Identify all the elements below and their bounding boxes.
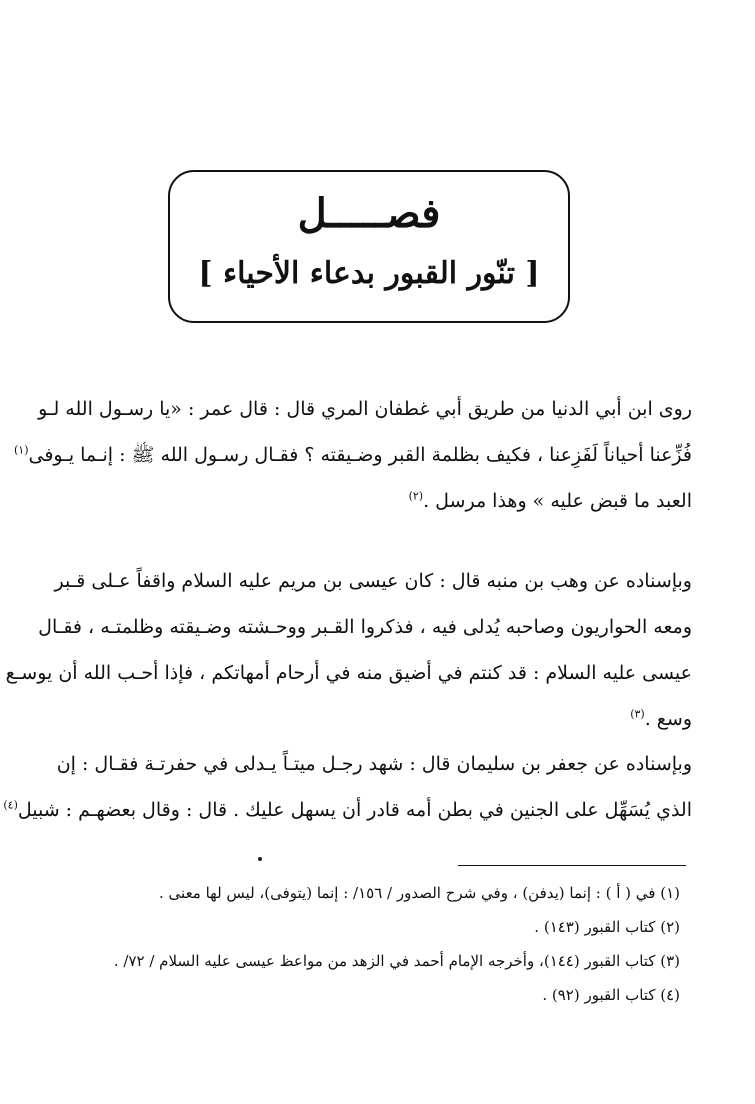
paragraph-1	[14, 388, 692, 526]
chapter-heading: فصـــــل	[297, 190, 441, 237]
footnote-ref-2: (٢)	[408, 489, 424, 503]
footnote-ref-1: (١)	[14, 443, 29, 457]
paragraph-3	[3, 743, 692, 835]
paragraph-2-line-2: ومعه الحواريون وصاحبه يُدلى فيه ، فذكروا القـبر ووحـشته وضـيقته وظلمتـه ، فقـال	[38, 616, 692, 638]
chapter-subheading: [ تنّور القبور بدعاء الأحياء ]	[198, 256, 540, 291]
footnote-divider	[458, 865, 686, 866]
paragraph-2-line-4: وسع .$^{(٣)}$	[630, 707, 692, 730]
paragraph-3-line-2: الذي يُسَهِّل على الجنين في بطن أمه قادر أن يسهل عليك . قال : وقال بعضهـم : شبيل$^{(٤)}$	[3, 798, 692, 821]
footnote-3: (٣) كتاب القبور (١٤٤)، وأخرجه الإمام أحمد في الزهد من مواعظ عيسى عليه السلام / ٧٢/ .	[113, 952, 680, 970]
stray-dot	[258, 857, 262, 861]
paragraph-2-line-3: عيسى عليه السلام : قد كنتم في أضيق منه في أرحام أمهاتكم ، فإذا أحـب الله أن يوسـع	[5, 662, 692, 684]
footnotes	[72, 883, 680, 1019]
paragraph-3-line-1: وبإسناده عن جعفر بن سليمان قال : شهد رجـل ميتـاً يـدلى في حفرتـة فقـال : إن	[56, 753, 692, 775]
paragraph-1-line-1: روى ابن أبي الدنيا من طريق أبي غطفان المري قال : قال عمر : «يا رسـول الله لـو	[38, 398, 692, 420]
footnote-4: (٤) كتاب القبور (٩٢) .	[542, 986, 680, 1004]
footnote-ref-4: (٤)	[3, 798, 18, 812]
footnote-ref-3: (٣)	[630, 707, 645, 721]
paragraph-1-line-3: العبد ما قبض عليه » وهذا مرسل .$^{(٢)}$	[408, 489, 692, 512]
paragraph-2	[5, 560, 692, 744]
footnote-2: (٢) كتاب القبور (١٤٣) .	[534, 918, 680, 936]
paragraph-2-line-1: وبإسناده عن وهب بن منبه قال : كان عيسى بن مريم عليه السلام واقفاً عـلى قـبر	[54, 570, 692, 592]
paragraph-1-line-2: فُزِّعنا أحياناً لَفَزِعنا ، فكيف بظلمة القبر وضـيقته ؟ فقـال رسـول الله ﷺ : إنـما يـوفى$^{(١)}$	[14, 443, 692, 466]
chapter-title-frame	[168, 170, 570, 323]
footnote-1: (١) في ( أ ) : إنما (يدفن) ، وفي شرح الصدور / ١٥٦/ : إنما (يتوفى)، ليس لها معنى .	[159, 884, 680, 902]
